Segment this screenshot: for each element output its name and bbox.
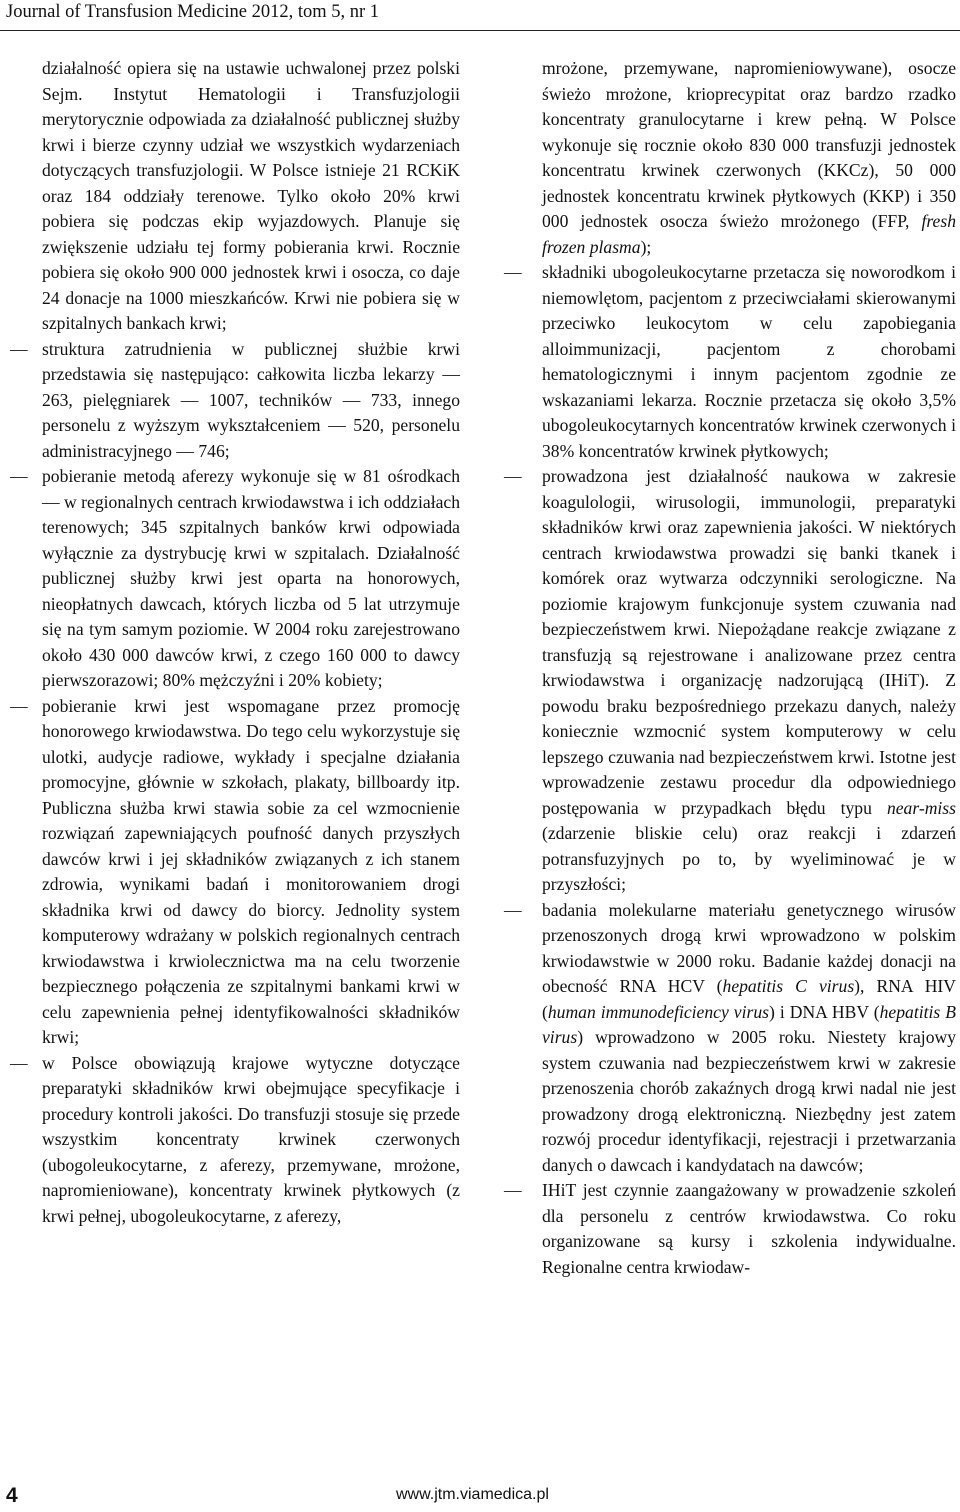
list-dash: —	[504, 899, 522, 920]
list-item-text: badania molekularne materiału genetycznego wirusów przenoszonych drogą krwi wprowadzono w polskim krwiodawstwie w 2000 roku. Badanie każdej donacji na obecność RNA HCV (	[542, 899, 956, 996]
list-dash: —	[10, 338, 28, 359]
italic-term: human immunodeficiency virus	[547, 1001, 769, 1022]
list-item	[10, 464, 460, 694]
left-intro-paragraph: działalność opiera się na ustawie uchwalonej przez polski Sejm. Instytut Hematologii i Transfuzjologii merytorycznie odpowiada za działalność publicznej służby krwi i bierze czynny udział we wszystkich wydarzeniach dotyczących transfuzjologii. W Polsce istnieje 21 RCKiK oraz 184 oddziały terenowe. Tylko około 20% krwi pobiera się podczas ekip wyjazdowych. Planuje się zwiększenie udziału tej formy pobierania krwi. Rocznie pobiera się około 900 000 jednostek krwi i osocza, co daje 24 donacje na 1000 mieszkańców. Krwi nie pobiera się w szpitalnych bankach krwi;	[42, 58, 460, 333]
list-dash: —	[10, 466, 28, 486]
journal-url: www.jtm.viamedica.pl	[396, 1486, 549, 1503]
list-item-text: w Polsce obowiązują krajowe wytyczne dotyczące preparatyki składników krwi obejmujące specyfikacje i procedury kontroli jakości. Do transfuzji stosuje się przede wszystkim koncentraty krwinek czerwonych (ubogoleukocytarne, z aferezy, przemywane, mrożone, napromieniowane), koncentraty krwinek płytkowych (z krwi pełnej, ubogoleukocytarne, z aferezy,	[42, 1052, 460, 1226]
list-item	[10, 1051, 460, 1230]
right-column	[504, 56, 956, 1280]
list-item-text: struktura zatrudnienia w publicznej służbie krwi przedstawia się następująco: całkowita liczba lekarzy — 263, pielęgniarek — 1007, techników — 733, innego personelu z wyższym wykształceniem — 520, personelu administracyjnego — 746;	[42, 338, 460, 461]
page-header	[0, 0, 960, 31]
list-item	[504, 898, 956, 1179]
list-item-text: (zdarzenie bliskie celu) oraz reakcji i zdarzeń potransfuzyjnych po to, by wyeliminować je w przyszłości;	[542, 823, 956, 894]
page-number: 4	[6, 1484, 18, 1507]
list-item	[504, 464, 956, 898]
list-item	[10, 694, 460, 1051]
list-item	[504, 260, 956, 464]
left-column	[10, 56, 460, 1229]
list-item-text: składniki ubogoleukocytarne przetacza się noworodkom i niemowlętom, pacjentom z przeciwciałami skierowanymi przeciwko leukocytom w celu zapobiegania alloimmunizacji, pacjentom z chorobami hematologicznymi i innym pacjentom zgodnie ze wskazaniami lekarza. Rocznie przetacza się około 3,5% ubogoleukocytarnych koncentratów krwinek czerwonych i 38% koncentratów krwinek płytkowych;	[542, 262, 956, 461]
continuation-text: mrożone, przemywane, napromieniowywane), osocze świeżo mrożone, krioprecypitat oraz bardzo rzadko koncentraty granulocytarne i krew pełną. W Polsce wykonuje się rocznie około 830 000 transfuzji jednostek koncentratu krwinek czerwonych (KKCz), 50 000 jednostek koncentratu krwinek płytkowych (KKP) i 350 000 jednostek osocza świeżo mrożonego (FFP,	[542, 58, 956, 231]
italic-term: near-miss	[886, 797, 956, 818]
right-continuation-paragraph	[504, 56, 956, 260]
continuation-end: );	[640, 236, 652, 257]
list-item-text: prowadzona jest działalność naukowa w zakresie koagulologii, wirusologii, immunologii, preparatyki składników krwi oraz zapewnienia jakości. W niektórych centrach krwiodawstwa prowadzi się banki tkanek i komórek oraz wytwarza odczynniki serologiczne. Na poziomie krajowym funkcjonuje system czuwania nad bezpieczeństwem krwi. Niepożądane reakcje związane z transfuzją są rejestrowane i analizowane przez centra krwiodawstwa i organizację nadzorującą (IHiT). Z powodu braku bezpośredniego przekazu danych, należy koniecznie wzmocnić system komputerowy w celu lepszego czuwania nad bezpieczeństwem krwi. Istotne jest wprowadzenie zestawu procedur dla odpowiedniego postępowania w przypadkach błędu typu	[542, 466, 956, 818]
italic-term: hepatitis B virus	[542, 1001, 956, 1047]
list-dash: —	[504, 262, 522, 282]
italic-term: fresh frozen plasma	[542, 211, 956, 257]
italic-term: hepatitis C virus	[722, 976, 855, 996]
list-dash: —	[10, 695, 28, 716]
list-item-text: ), RNA HIV (	[542, 976, 956, 1022]
journal-title: Journal of Transfusion Medicine 2012, tom 5, nr 1	[6, 2, 380, 22]
list-dash: —	[10, 1052, 28, 1073]
list-dash: —	[504, 1180, 522, 1200]
list-item	[504, 1178, 956, 1280]
list-item-text: ) wprowadzono w 2005 roku. Niestety krajowy system czuwania nad bezpieczeństwem krwi w zakresie przenoszenia chorób zakaźnych drogą krwi nadal nie jest prowadzony drogą elektroniczną. Niezbędny jest zatem rozwój procedur identyfikacji, rejestracji i przetwarzania danych o dawcach i kandydatach na dawców;	[542, 1027, 956, 1175]
list-item-text: IHiT jest czynnie zaangażowany w prowadzenie szkoleń dla personelu z centrów krwiodawstwa. Co roku organizowane są kursy i szkolenia indywidualne. Regionalne centra krwiodaw-	[542, 1180, 956, 1277]
page-footer	[0, 1480, 960, 1512]
list-item	[10, 337, 460, 465]
list-item-text: pobieranie krwi jest wspomagane przez promocję honorowego krwiodawstwa. Do tego celu wykorzystuje się ulotki, audycje radiowe, wykłady i specjalne działania promocyjne, głównie w szkołach, plakaty, billboardy itp. Publiczna służba krwi stawia sobie za cel wzmocnienie rozwiązań zapewniających poufność danych przyszłych dawców krwi i jej składników związanych z ich stanem zdrowia, wynikami badań i monitorowaniem drogi składnika krwi od dawcy do biorcy. Jednolity system komputerowy wdrażany w polskich regionalnych centrach krwiodawstwa i krwiolecznictwa ma na celu tworzenie bezpiecznego połączenia ze szpitalnymi bankami krwi w celu zapewnienia pełnej identyfikowalności składników krwi;	[42, 695, 460, 1047]
list-dash: —	[504, 466, 522, 486]
list-item-text: ) i DNA HBV (	[768, 1001, 880, 1022]
list-item-text: pobieranie metodą aferezy wykonuje się w 81 ośrodkach — w regionalnych centrach krwiodawstwa i ich oddziałach terenowych; 345 szpitalnych banków krwi odpowiada wyłącznie za dystrybucję krwi w szpitalach. Działalność publicznej służby krwi jest oparta na honorowych, nieopłatnych dawcach, których liczba od 5 lat utrzymuje się na tym samym poziomie. W 2004 roku zarejestrowano około 430 000 dawców krwi, z czego 160 000 to dawcy pierwszorazowi; 80% mężczyźni i 20% kobiety;	[42, 466, 460, 690]
